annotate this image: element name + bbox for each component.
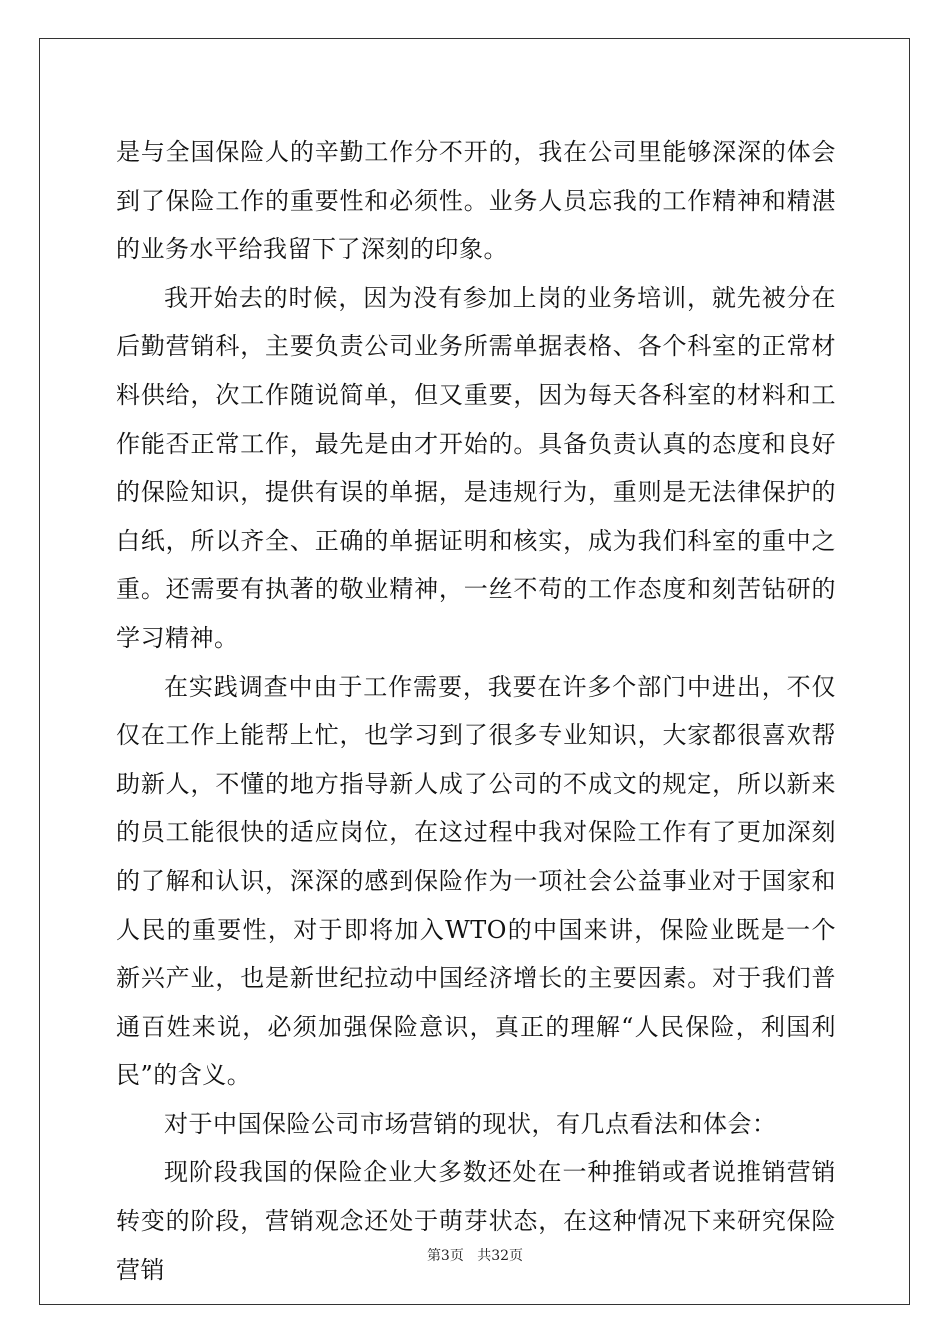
paragraph-3: 在实践调查中由于工作需要，我要在许多个部门中进出，不仅仅在工作上能帮上忙，也学习到了很多专业知识，大家都很喜欢帮助新人，不懂的地方指导新人成了公司的不成文的规定，所以新来的员工能很快的适应岗位，在这过程中我对保险工作有了更加深刻的了解和认识，深深的感到保险作为一项社会公益事业对于国家和人民的重要性，对于即将加入WTO的中国来讲，保险业既是一个新兴产业，也是新世纪拉动中国经济增长的主要因素。对于我们普通百姓来说，必须加强保险意识，真正的理解“人民保险，利国利民”的含义。 [116,672,836,1090]
page-footer [0,1247,950,1265]
total-pages: 共32页 [477,1248,524,1264]
page-number: 第3页 [426,1248,464,1264]
paragraph-2: 我开始去的时候，因为没有参加上岗的业务培训，就先被分在后勤营销科，主要负责公司业务所需单据表格、各个科室的正常材料供给，次工作随说简单，但又重要，因为每天各科室的材料和工作能否正常工作，最先是由才开始的。具备负责认真的态度和良好的保险知识，提供有误的单据，是违规行为，重则是无法律保护的白纸，所以齐全、正确的单据证明和核实，成为我们科室的重中之重。还需要有执著的敬业精神，一丝不苟的工作态度和刻苦钻研的学习精神。 [116,283,836,652]
document-body [116,128,836,1294]
paragraph-1: 是与全国保险人的辛勤工作分不开的，我在公司里能够深深的体会到了保险工作的重要性和必须性。业务人员忘我的工作精神和精湛的业务水平给我留下了深刻的印象。 [116,138,836,264]
paragraph-4: 对于中国保险公司市场营销的现状，有几点看法和体会： [164,1109,777,1138]
paragraph-5: 现阶段我国的保险企业大多数还处在一种推销或者说推销营销转变的阶段，营销观念还处于萌芽状态，在这种情况下来研究保险营销 [116,1158,836,1284]
